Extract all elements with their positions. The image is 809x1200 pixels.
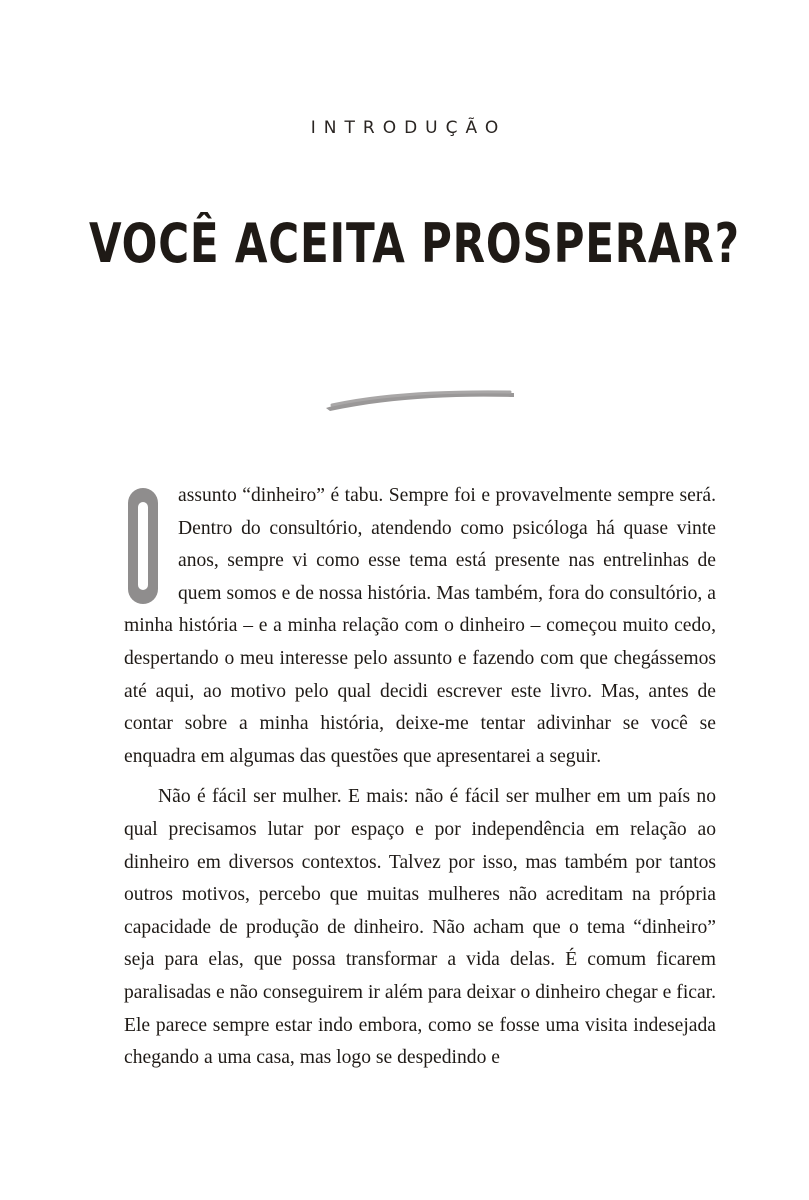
chapter-title: VOCÊ ACEITA PROSPERAR?: [88, 212, 740, 275]
body-text: [124, 480, 716, 1075]
drop-cap: [124, 486, 164, 606]
paragraph-1: [124, 480, 716, 773]
paragraph-2: Não é fácil ser mulher. E mais: não é fácil ser mulher em um país no qual precisamos lutar por espaço e por independência em relação ao dinheiro em diversos contextos. Talvez por isso, mas também por tantos outros motivos, percebo que muitas mulheres não acreditam na própria capacidade de produção de dinheiro. Não acham que o tema “dinheiro” seja para elas, que possa transformar a vida delas. É comum ficarem paralisadas e não conseguirem ir além para deixar o dinheiro chegar e ficar. Ele parece sempre estar indo embora, como se fosse uma visita indesejada chegando a uma casa, mas logo se despedindo e: [124, 786, 716, 1069]
brush-stroke-divider: [322, 382, 518, 414]
drop-cap-glyph: [124, 486, 164, 606]
chapter-kicker: INTRODUÇÃO: [310, 118, 507, 138]
paragraph-1-text: assunto “dinheiro” é tabu. Sempre foi e provavelmente sempre será. Dentro do consultório, atendendo como psicóloga há quase vinte anos, sempre vi como esse tema está presente nas entrelinhas de quem somos e de nossa história. Mas também, fora do consultório, a minha história – e a minha relação com o dinheiro – começou muito cedo, despertando o meu interesse pelo assunto e fazendo com que chegássemos até aqui, ao motivo pelo qual decidi escrever este livro. Mas, antes de contar sobre a minha história, deixe-me tentar adivinhar se você se enquadra em algumas das questões que apresentarei a seguir.: [124, 485, 716, 767]
